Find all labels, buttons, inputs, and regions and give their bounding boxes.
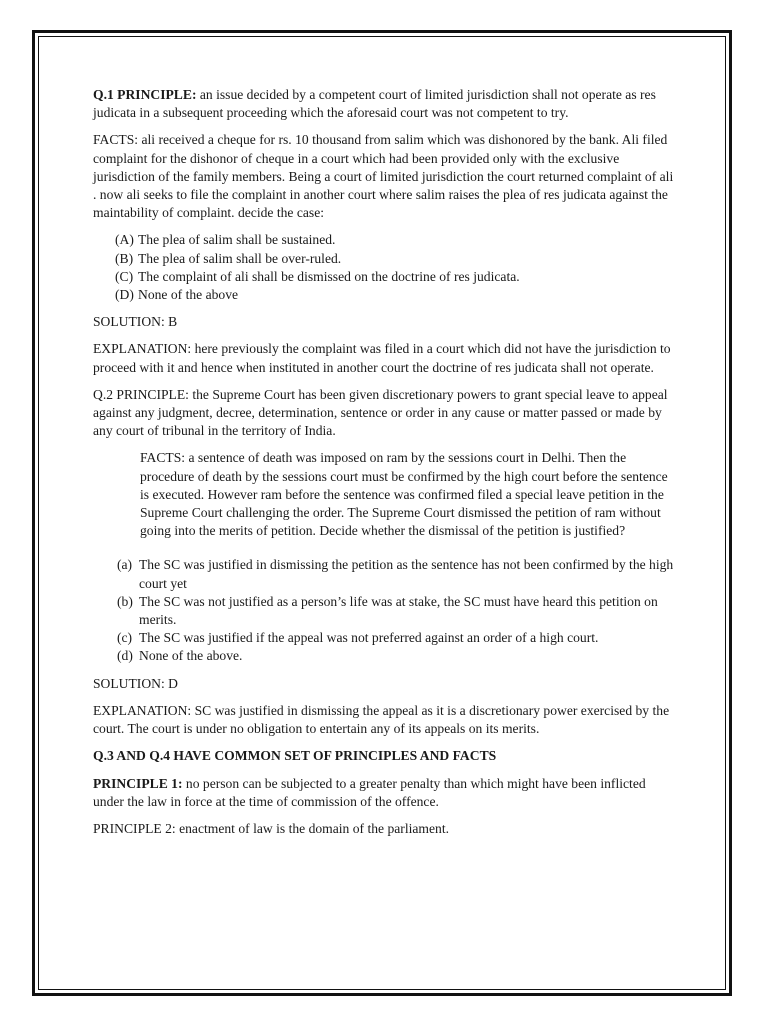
q2-option-c: (c) The SC was justified if the appeal was not preferred against an order of a high court. (117, 630, 599, 646)
q2-option-d: (d) None of the above. (117, 648, 243, 664)
q1-principle (93, 86, 679, 122)
q1-option-d: (D) None of the above (115, 287, 239, 303)
q1-principle-text: an issue decided by a competent court of limited jurisdiction shall not operate as res judicata in a subsequent proceeding which the aforesaid court was not competent to try. (93, 87, 656, 121)
q2-principle: Q.2 PRINCIPLE: the Supreme Court has been given discretionary powers to grant special leave to appeal against any judgment, decree, determination, sentence or order in any cause or matter passed or made by any court of tribunal in the territory of India. (93, 386, 668, 439)
q34-principle-2: PRINCIPLE 2: enactment of law is the domain of the parliament. (93, 820, 449, 836)
q34-principle-1 (93, 775, 679, 811)
q2-solution: SOLUTION: D (93, 675, 178, 691)
q1-option-b: (B) The plea of salim shall be over-ruled. (115, 250, 342, 266)
q1-explanation: EXPLANATION: here previously the complaint was filed in a court which did not have the jurisdiction to proceed with it and hence when instituted in another court the doctrine of res judicata shall not operate. (93, 341, 671, 375)
q1-principle-label: Q.1 PRINCIPLE: (93, 87, 197, 102)
q1-solution: SOLUTION: B (93, 314, 178, 330)
q2-options (117, 556, 679, 665)
q34-principle-1-text: no person can be subjected to a greater penalty than which might have been inflicted under the law in force at the time of commission of the offence. (93, 775, 646, 809)
q1-facts: FACTS: ali received a cheque for rs. 10 thousand from salim which was dishonored by the bank. Ali filed complaint for the dishonor of cheque in a court which had been provided only with the exclusive jurisdiction of the family members. Being a court of limited jurisdiction the court returned complaint of ali . now ali seeks to file the complaint in another court where salim raises the plea of res judicata against the maintability of complaint. decide the case: (93, 132, 674, 221)
q34-heading: Q.3 AND Q.4 HAVE COMMON SET OF PRINCIPLES AND FACTS (93, 748, 497, 764)
q1-option-c: (C) The complaint of ali shall be dismissed on the doctrine of res judicata. (115, 268, 520, 284)
q2-option-b: (b) The SC was not justified as a person’s life was at stake, the SC must have heard this petition on merits. (117, 593, 658, 628)
q1-option-a: (A) The plea of salim shall be sustained. (115, 232, 336, 248)
q2-explanation: EXPLANATION: SC was justified in dismissing the appeal as it is a discretionary power exercised by the court. The court is under no obligation to entertain any of its appeals on its merits. (93, 702, 670, 737)
document-body (93, 86, 679, 847)
q34-principle-1-label: PRINCIPLE 1: (93, 775, 183, 791)
q1-options (115, 231, 679, 304)
q2-facts: FACTS: a sentence of death was imposed on ram by the sessions court in Delhi. Then the procedure of death by the sessions court must be confirmed by the high court before the sentence is executed. However ram before the sentence was confirmed filed a special leave petition in the Supreme Court challenging the order. The Supreme Court dismissed the petition of ram without going into the merits of petition. Decide whether the dismissal of the petition is justified? (140, 450, 668, 539)
q2-option-a: (a) The SC was justified in dismissing the petition as the sentence has not been confirmed by the high court yet (117, 557, 674, 591)
